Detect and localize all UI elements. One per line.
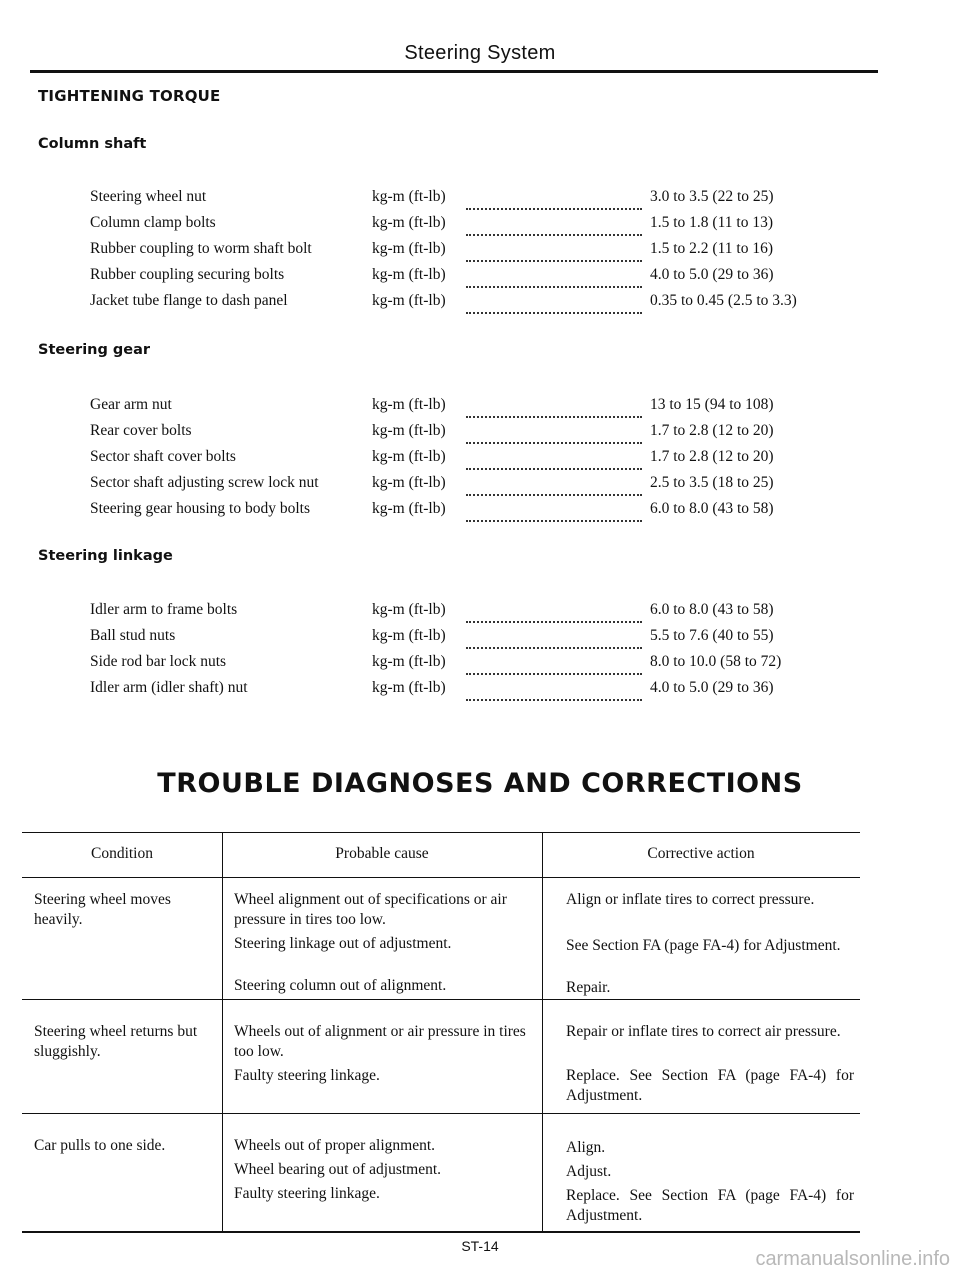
action-cell: Repair or inflate tires to correct air pressure. (566, 1023, 841, 1040)
dot-leader (466, 266, 642, 288)
torque-label: Jacket tube flange to dash panel (90, 292, 288, 309)
cause-cell: Wheel alignment out of specifications or air pressure in tires too low. (234, 891, 507, 928)
cause-cell: Steering linkage out of adjustment. (234, 935, 452, 952)
torque-row (0, 188, 960, 214)
torque-row (0, 500, 960, 526)
torque-value: 1.7 to 2.8 (12 to 20) (650, 448, 774, 465)
torque-value: 0.35 to 0.45 (2.5 to 3.3) (650, 292, 797, 309)
action-cell: Align. (566, 1139, 606, 1156)
trouble-table-header (22, 832, 860, 878)
condition-cell: Steering wheel returns but sluggishly. (34, 1023, 198, 1060)
torque-label: Idler arm (idler shaft) nut (90, 679, 248, 696)
trouble-diagnoses-title: TROUBLE DIAGNOSES AND CORRECTIONS (157, 768, 803, 799)
torque-label: Steering gear housing to body bolts (90, 500, 310, 517)
dot-leader (466, 679, 642, 701)
action-cell: See Section FA (page FA-4) for Adjustment. (566, 937, 841, 954)
torque-row (0, 653, 960, 679)
cause-cell: Wheel bearing out of adjustment. (234, 1161, 442, 1178)
column-divider (542, 878, 543, 999)
torque-label: Ball stud nuts (90, 627, 176, 644)
torque-value: 4.0 to 5.0 (29 to 36) (650, 679, 774, 696)
cause-cell: Wheels out of alignment or air pressure in tires too low. (234, 1023, 526, 1060)
torque-row (0, 240, 960, 266)
column-divider (542, 1000, 543, 1113)
torque-value: 3.0 to 3.5 (22 to 25) (650, 188, 774, 205)
condition-cell: Steering wheel moves heavily. (34, 891, 171, 928)
dot-leader (466, 627, 642, 649)
torque-value: 5.5 to 7.6 (40 to 55) (650, 627, 774, 644)
column-divider (542, 833, 543, 877)
action-cell: Replace. See Section FA (page FA-4) for Adjustment. (566, 1187, 854, 1224)
torque-label: Rubber coupling securing bolts (90, 266, 285, 283)
torque-unit: kg-m (ft-lb) (372, 679, 446, 696)
dot-leader (466, 396, 642, 418)
torque-value: 4.0 to 5.0 (29 to 36) (650, 266, 774, 283)
header-probable-cause: Probable cause (335, 845, 429, 862)
torque-row (0, 214, 960, 240)
table-row (22, 1114, 860, 1233)
torque-unit: kg-m (ft-lb) (372, 266, 446, 283)
page-header-title: Steering System (404, 42, 556, 64)
torque-value: 1.5 to 2.2 (11 to 16) (650, 240, 773, 257)
torque-unit: kg-m (ft-lb) (372, 653, 446, 670)
dot-leader (466, 653, 642, 675)
group-title-steering-gear: Steering gear (38, 342, 151, 358)
table-row (22, 878, 860, 1000)
header-rule (30, 70, 878, 73)
cause-cell: Wheels out of proper alignment. (234, 1137, 436, 1154)
torque-label: Gear arm nut (90, 396, 172, 413)
condition-cell: Car pulls to one side. (34, 1137, 166, 1154)
tightening-torque-title: TIGHTENING TORQUE (38, 87, 221, 105)
header-corrective-action: Corrective action (647, 845, 755, 862)
torque-unit: kg-m (ft-lb) (372, 448, 446, 465)
torque-unit: kg-m (ft-lb) (372, 627, 446, 644)
torque-value: 6.0 to 8.0 (43 to 58) (650, 500, 774, 517)
page-number: ST-14 (461, 1238, 499, 1254)
cause-cell: Steering column out of alignment. (234, 977, 447, 994)
torque-unit: kg-m (ft-lb) (372, 188, 446, 205)
dot-leader (466, 188, 642, 210)
torque-value: 1.5 to 1.8 (11 to 13) (650, 214, 773, 231)
torque-unit: kg-m (ft-lb) (372, 500, 446, 517)
dot-leader (466, 601, 642, 623)
trouble-table (22, 832, 860, 1233)
torque-row (0, 601, 960, 627)
torque-label: Idler arm to frame bolts (90, 601, 238, 618)
torque-label: Column clamp bolts (90, 214, 216, 231)
dot-leader (466, 422, 642, 444)
torque-row (0, 396, 960, 422)
torque-row (0, 266, 960, 292)
group-title-column-shaft: Column shaft (38, 136, 147, 152)
dot-leader (466, 240, 642, 262)
column-divider (222, 1000, 223, 1113)
torque-label: Sector shaft adjusting screw lock nut (90, 474, 319, 491)
torque-row (0, 292, 960, 318)
torque-rows-column-shaft (0, 188, 960, 318)
action-cell: Repair. (566, 979, 611, 996)
action-cell: Align or inflate tires to correct pressure. (566, 891, 815, 908)
dot-leader (466, 500, 642, 522)
torque-unit: kg-m (ft-lb) (372, 292, 446, 309)
table-row (22, 1000, 860, 1114)
torque-row (0, 422, 960, 448)
dot-leader (466, 448, 642, 470)
torque-unit: kg-m (ft-lb) (372, 474, 446, 491)
torque-row (0, 448, 960, 474)
torque-value: 6.0 to 8.0 (43 to 58) (650, 601, 774, 618)
column-divider (542, 1114, 543, 1231)
action-cell: Replace. See Section FA (page FA-4) for Adjustment. (566, 1067, 854, 1104)
torque-row (0, 679, 960, 705)
torque-value: 13 to 15 (94 to 108) (650, 396, 774, 413)
torque-unit: kg-m (ft-lb) (372, 422, 446, 439)
torque-unit: kg-m (ft-lb) (372, 601, 446, 618)
torque-row (0, 627, 960, 653)
torque-rows-steering-linkage (0, 601, 960, 705)
torque-value: 8.0 to 10.0 (58 to 72) (650, 653, 782, 670)
torque-label: Steering wheel nut (90, 188, 207, 205)
torque-unit: kg-m (ft-lb) (372, 214, 446, 231)
column-divider (222, 878, 223, 999)
torque-label: Side rod bar lock nuts (90, 653, 227, 670)
torque-row (0, 474, 960, 500)
column-divider (222, 1114, 223, 1231)
torque-rows-steering-gear (0, 396, 960, 526)
cause-cell: Faulty steering linkage. (234, 1067, 380, 1084)
torque-value: 2.5 to 3.5 (18 to 25) (650, 474, 774, 491)
dot-leader (466, 214, 642, 236)
group-title-steering-linkage: Steering linkage (38, 548, 173, 564)
torque-label: Rear cover bolts (90, 422, 192, 439)
watermark: carmanualsonline.info (755, 1248, 950, 1270)
torque-unit: kg-m (ft-lb) (372, 396, 446, 413)
torque-value: 1.7 to 2.8 (12 to 20) (650, 422, 774, 439)
header-condition: Condition (90, 845, 153, 862)
column-divider (222, 833, 223, 877)
torque-label: Rubber coupling to worm shaft bolt (90, 240, 312, 257)
dot-leader (466, 292, 642, 314)
torque-unit: kg-m (ft-lb) (372, 240, 446, 257)
dot-leader (466, 474, 642, 496)
torque-label: Sector shaft cover bolts (90, 448, 236, 465)
action-cell: Adjust. (566, 1163, 612, 1180)
cause-cell: Faulty steering linkage. (234, 1185, 380, 1202)
